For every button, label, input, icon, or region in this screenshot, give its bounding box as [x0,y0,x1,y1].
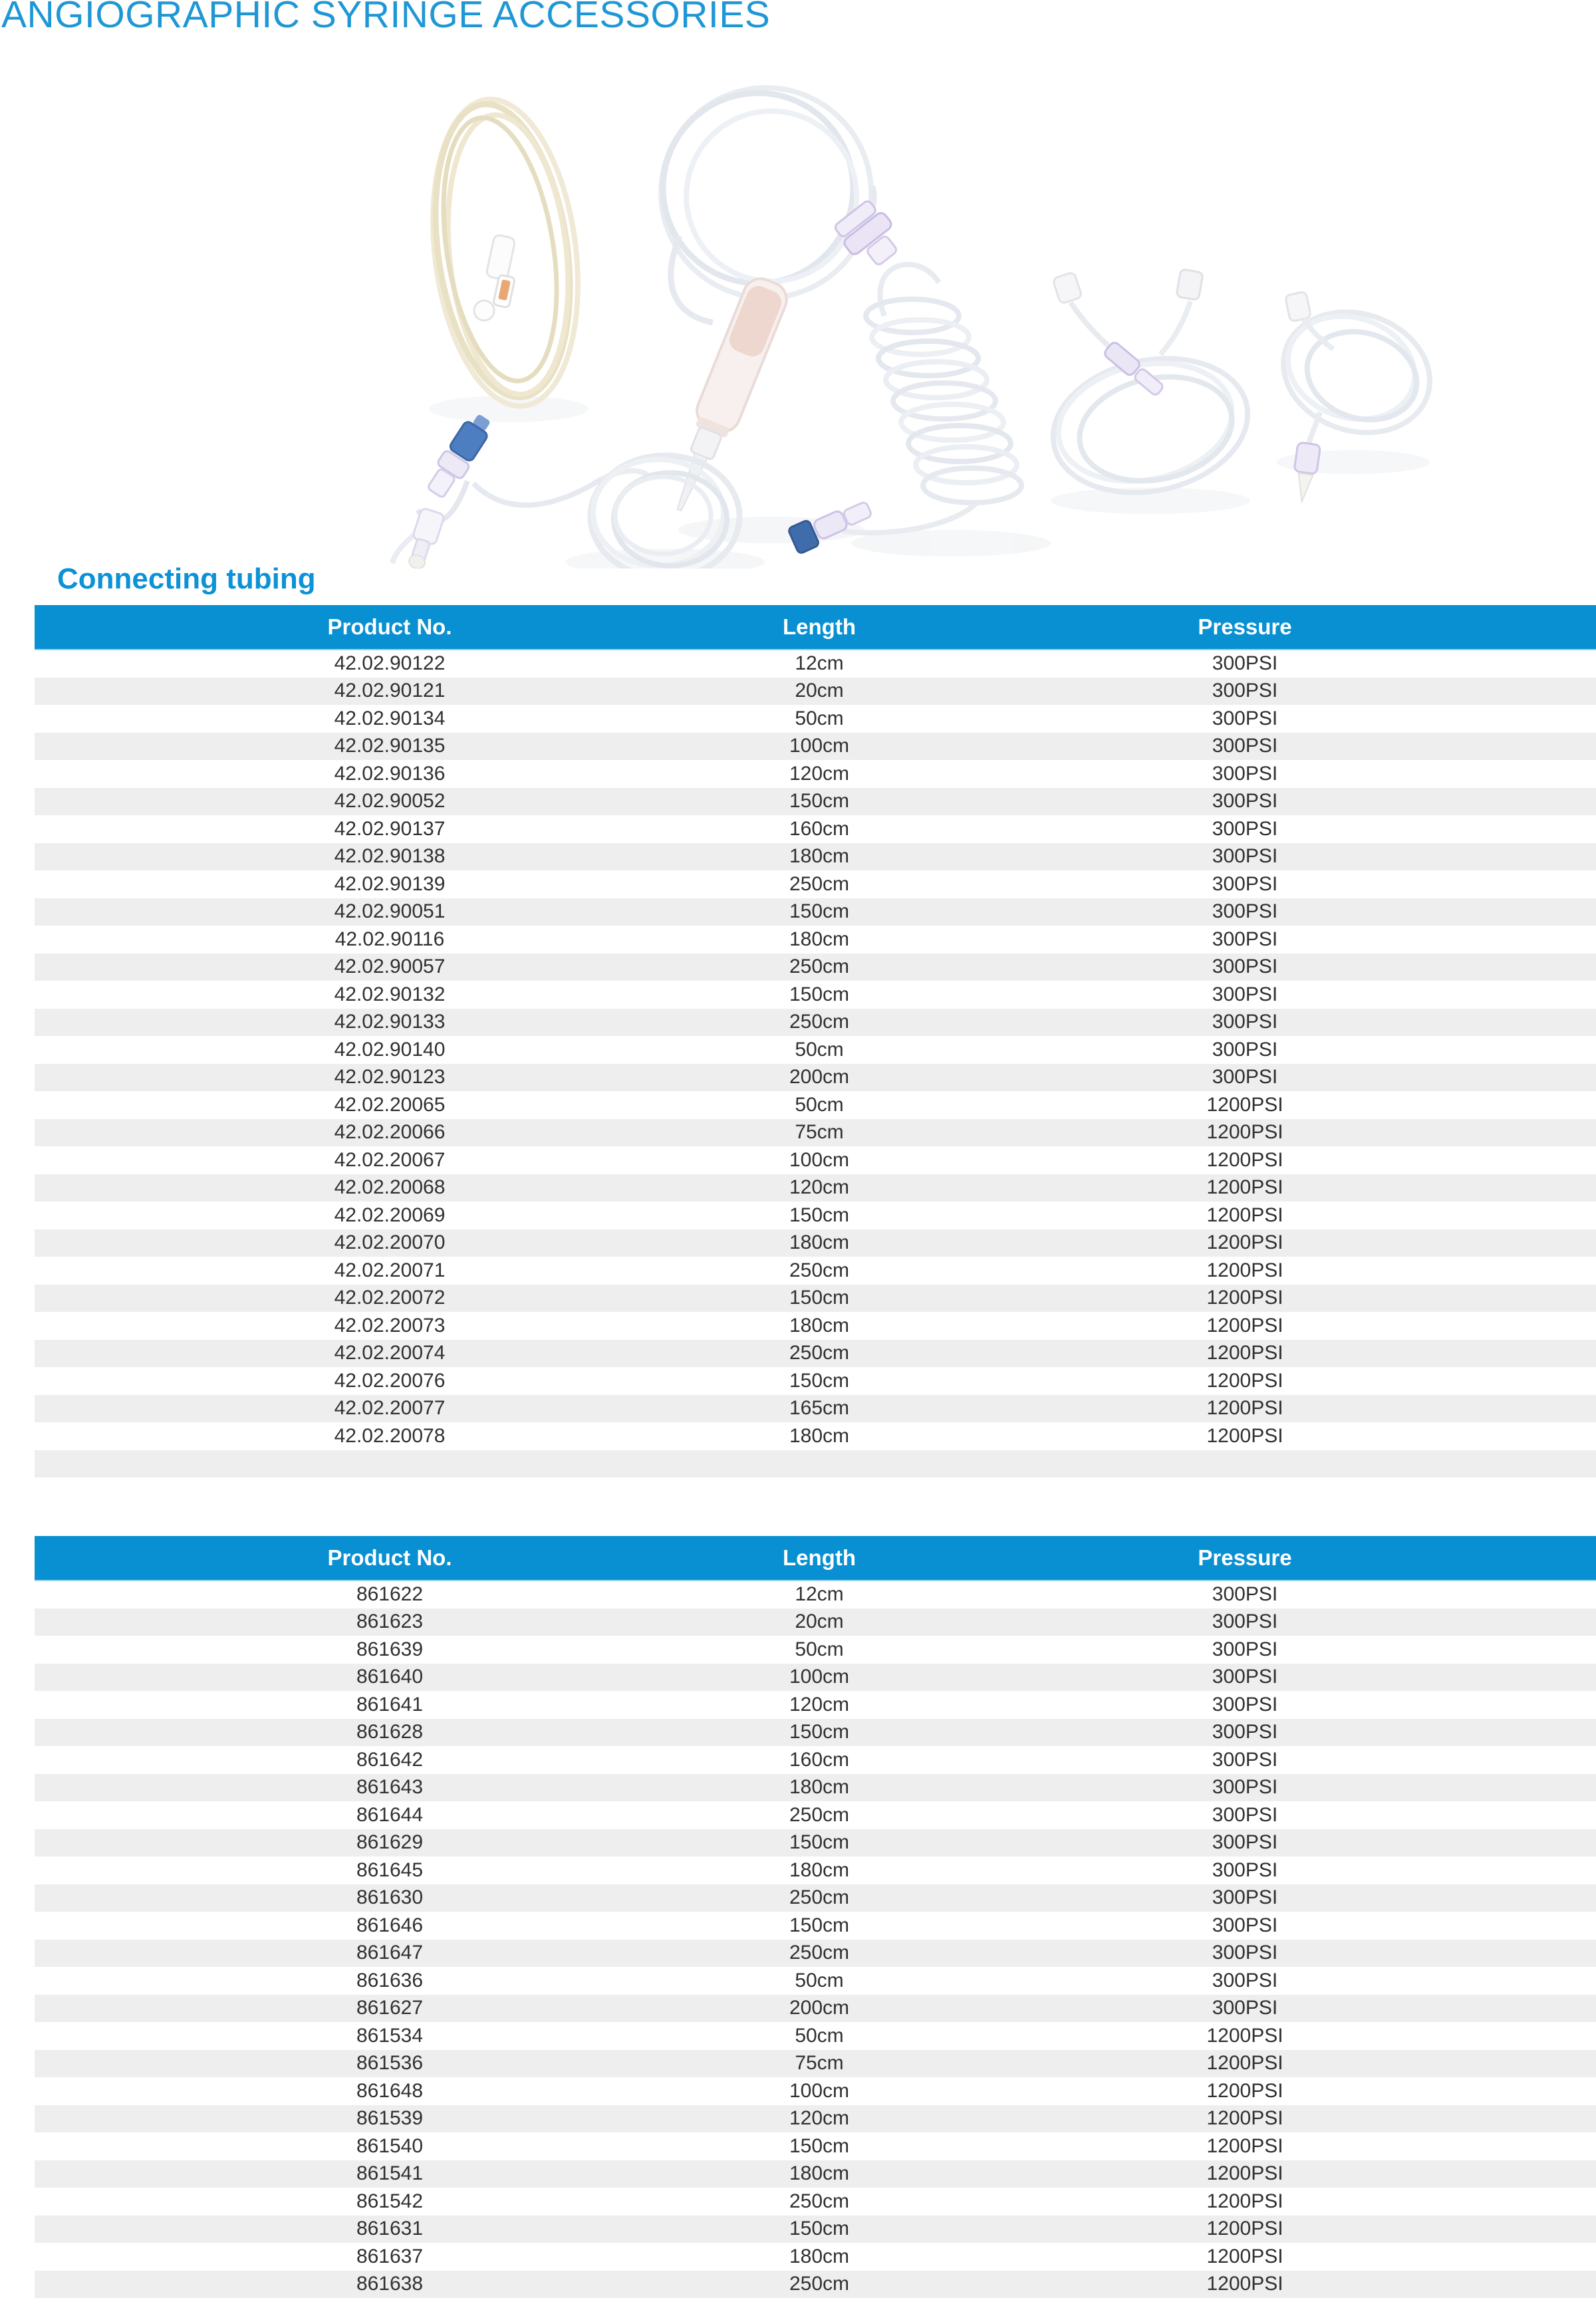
product-no-cell: 861644 [356,1803,424,1826]
product-no-cell: 42.02.90138 [334,845,446,868]
pressure-cell: 300PSI [1212,983,1278,1005]
length-cell: 120cm [789,1693,850,1716]
product-no-cell: 861636 [356,1969,424,1991]
length-cell: 180cm [789,845,850,868]
length-cell: 180cm [789,1314,850,1337]
length-cell: 50cm [795,707,844,729]
empty-cell [894,1450,1596,1478]
length-cell: 75cm [795,2052,844,2075]
length-cell: 150cm [789,1369,850,1392]
table-header-row [35,1536,1596,1581]
pressure-cell: 300PSI [1212,1610,1278,1633]
pressure-cell: 1200PSI [1206,1121,1283,1144]
table-row [35,1229,1596,1257]
pressure-cell: 1200PSI [1206,1176,1283,1199]
length-cell: 50cm [795,1038,844,1061]
product-no-cell: 42.02.20077 [334,1397,446,1420]
length-cell: 100cm [789,735,850,757]
product-no-cell: 42.02.20076 [334,1369,446,1392]
length-cell: 120cm [789,762,850,785]
pressure-cell: 300PSI [1212,1997,1278,2019]
pressure-cell: 300PSI [1212,1776,1278,1799]
table-row [35,1884,1596,1912]
length-cell: 150cm [789,2134,850,2157]
product-table-2 [35,1536,1596,2298]
product-no-cell: 42.02.20068 [334,1176,446,1199]
table-row [35,678,1596,705]
product-no-cell: 861640 [356,1666,424,1688]
table-row [35,926,1596,954]
pressure-cell: 1200PSI [1206,1148,1283,1171]
product-no-cell: 861542 [356,2190,424,2212]
product-no-cell: 42.02.90051 [334,900,446,923]
pressure-cell: 300PSI [1212,1886,1278,1909]
product-no-cell: 861630 [356,1886,424,1909]
table-row [35,1285,1596,1313]
product-no-cell: 42.02.90057 [334,956,446,978]
product-no-cell: 861541 [356,2162,424,2185]
table-row [35,1036,1596,1064]
loop-coil-set [1041,269,1260,509]
table-row [35,1340,1596,1368]
product-no-cell: 861638 [356,2273,424,2295]
length-cell: 180cm [789,1424,850,1447]
table-row [35,788,1596,816]
pressure-cell: 300PSI [1212,900,1278,923]
product-photo [0,37,1596,569]
pressure-cell: 1200PSI [1206,2024,1283,2047]
pressure-cell: 1200PSI [1206,1314,1283,1337]
table-row [35,2050,1596,2078]
pressure-cell: 300PSI [1212,1721,1278,1743]
product-no-cell: 42.02.90116 [334,928,445,950]
product-no-cell: 861646 [356,1914,424,1936]
length-cell: 150cm [789,1287,850,1309]
table-row [35,2188,1596,2216]
pressure-cell: 1200PSI [1206,2273,1283,2295]
pressure-cell: 1200PSI [1206,2079,1283,2102]
pressure-cell: 300PSI [1212,1066,1278,1088]
column-header: Pressure [894,605,1596,650]
table-row [35,2160,1596,2188]
product-no-cell: 42.02.20065 [334,1093,446,1116]
product-no-cell: 42.02.20071 [334,1259,446,1281]
product-no-cell: 861536 [356,2052,424,2075]
table-2-body [35,1581,1596,2298]
product-no-cell: 861641 [356,1693,424,1716]
pressure-cell: 300PSI [1212,1638,1278,1660]
pressure-cell: 1200PSI [1206,1093,1283,1116]
pressure-cell: 1200PSI [1206,1287,1283,1309]
product-no-cell: 42.02.90135 [334,735,446,757]
length-cell: 165cm [789,1397,850,1420]
pressure-cell: 1200PSI [1206,1259,1283,1281]
table-row [35,2105,1596,2133]
length-cell: 150cm [789,1204,850,1226]
pressure-cell: 300PSI [1212,928,1278,950]
product-no-cell: 42.02.20073 [334,1314,446,1337]
right-end-connector [1290,442,1321,503]
product-no-cell: 42.02.90122 [334,652,446,675]
coiled-spring-tube [843,265,1021,533]
length-cell: 250cm [789,2190,850,2212]
pressure-cell: 300PSI [1212,1914,1278,1936]
table-row [35,1367,1596,1395]
column-header: Product No. [35,605,745,650]
table-row [35,1312,1596,1340]
table-row [35,1174,1596,1202]
pressure-cell: 300PSI [1212,1011,1278,1033]
table-row [35,2132,1596,2160]
pressure-cell: 1200PSI [1206,2162,1283,2185]
pressure-cell: 300PSI [1212,680,1278,702]
length-cell: 50cm [795,1638,844,1660]
product-no-cell: 861623 [356,1610,424,1633]
table-row [35,2077,1596,2105]
product-no-cell: 42.02.20074 [334,1342,446,1364]
pressure-cell: 300PSI [1212,1583,1278,1606]
product-no-cell: 42.02.90136 [334,762,446,785]
pressure-cell: 300PSI [1212,872,1278,895]
length-cell: 250cm [789,1011,850,1033]
product-no-cell: 861643 [356,1776,424,1799]
table-row [35,760,1596,788]
section-heading: Connecting tubing [57,563,316,595]
pressure-cell: 1200PSI [1206,1231,1283,1254]
length-cell: 150cm [789,1831,850,1854]
table-row [35,705,1596,733]
length-cell: 100cm [789,2079,850,2102]
product-no-cell: 861639 [356,1638,424,1660]
product-shadows [429,396,1430,569]
length-cell: 200cm [789,1066,850,1088]
table-row [35,954,1596,981]
pressure-cell: 300PSI [1212,652,1278,675]
product-no-cell: 42.02.90123 [334,1066,446,1088]
product-no-cell: 42.02.20066 [334,1121,446,1144]
pressure-cell: 300PSI [1212,1969,1278,1991]
table-row [35,2271,1596,2299]
table-row [35,843,1596,871]
product-table-1 [35,605,1596,1477]
length-cell: 75cm [795,1121,844,1144]
table-row [35,1146,1596,1174]
table-row [35,1719,1596,1747]
table-row [35,981,1596,1009]
product-no-cell: 861622 [356,1583,424,1606]
product-no-cell: 42.02.20078 [334,1424,446,1447]
length-cell: 160cm [789,1748,850,1771]
length-cell: 250cm [789,956,850,978]
pressure-cell: 1200PSI [1206,1424,1283,1447]
product-no-cell: 861629 [356,1831,424,1854]
pressure-cell: 300PSI [1212,817,1278,840]
product-no-cell: 861631 [356,2218,424,2240]
pressure-cell: 1200PSI [1206,1342,1283,1364]
table-row [35,1856,1596,1884]
length-cell: 150cm [789,1721,850,1743]
pressure-cell: 1200PSI [1206,1204,1283,1226]
column-header: Length [745,605,894,650]
pressure-cell: 1200PSI [1206,1397,1283,1420]
pressure-cell: 1200PSI [1206,2107,1283,2130]
length-cell: 20cm [795,680,844,702]
table-row [35,733,1596,761]
table-row [35,1940,1596,1968]
product-no-cell: 861539 [356,2107,424,2130]
table-row [35,2216,1596,2243]
length-cell: 200cm [789,1997,850,2019]
product-no-cell: 42.02.90133 [334,1011,446,1033]
product-no-cell: 861647 [356,1942,424,1964]
product-no-cell: 861534 [356,2024,424,2047]
length-cell: 150cm [789,983,850,1005]
column-header: Product No. [35,1536,745,1581]
product-no-cell: 861540 [356,2134,424,2157]
length-cell: 250cm [789,1886,850,1909]
table-1-body [35,650,1596,1477]
table-row [35,1746,1596,1774]
pressure-cell: 1200PSI [1206,1369,1283,1392]
length-cell: 20cm [795,1610,844,1633]
table-row [35,1608,1596,1636]
length-cell: 180cm [789,2162,850,2185]
table-row [35,650,1596,678]
pressure-cell: 300PSI [1212,1942,1278,1964]
connecting-tubing-table-2 [35,1536,1596,2298]
length-cell: 180cm [789,2245,850,2267]
length-cell: 250cm [789,872,850,895]
table-row [35,1009,1596,1037]
length-cell: 120cm [789,1176,850,1199]
table-row [35,1664,1596,1692]
connecting-tubing-table-1 [35,605,1596,1477]
pressure-cell: 300PSI [1212,762,1278,785]
pressure-cell: 300PSI [1212,735,1278,757]
product-no-cell: 861648 [356,2079,424,2102]
length-cell: 250cm [789,2273,850,2295]
table-row [35,1064,1596,1092]
table-row [35,815,1596,843]
table-row [35,1912,1596,1940]
pressure-cell: 300PSI [1212,1748,1278,1771]
table-row [35,1967,1596,1995]
product-no-cell: 42.02.90139 [334,872,446,895]
length-cell: 150cm [789,1914,850,1936]
empty-cell [35,1450,745,1478]
length-cell: 180cm [789,928,850,950]
length-cell: 150cm [789,900,850,923]
product-no-cell: 861642 [356,1748,424,1771]
table-1-head [35,605,1596,650]
product-no-cell: 42.02.20067 [334,1148,446,1171]
product-no-cell: 42.02.90134 [334,707,446,729]
product-photo-illustration [0,37,1596,569]
product-no-cell: 42.02.90121 [334,680,446,702]
length-cell: 50cm [795,1093,844,1116]
product-no-cell: 861645 [356,1858,424,1881]
length-cell: 50cm [795,2024,844,2047]
pressure-cell: 300PSI [1212,845,1278,868]
length-cell: 250cm [789,1942,850,1964]
pressure-cell: 300PSI [1212,956,1278,978]
product-no-cell: 42.02.90137 [334,817,446,840]
product-no-cell: 42.02.90052 [334,790,446,813]
product-no-cell: 42.02.20072 [334,1287,446,1309]
product-no-cell: 42.02.90140 [334,1038,446,1061]
length-cell: 150cm [789,2218,850,2240]
product-no-cell: 861637 [356,2245,424,2267]
pressure-cell: 300PSI [1212,1693,1278,1716]
table-row [35,1119,1596,1147]
length-cell: 250cm [789,1342,850,1364]
product-no-cell: 42.02.90132 [334,983,446,1005]
length-cell: 180cm [789,1776,850,1799]
table-row [35,1257,1596,1285]
length-cell: 100cm [789,1666,850,1688]
pressure-cell: 300PSI [1212,1038,1278,1061]
table-row [35,2022,1596,2050]
pressure-cell: 300PSI [1212,1831,1278,1854]
pressure-cell: 300PSI [1212,790,1278,813]
table-row [35,1091,1596,1119]
length-cell: 12cm [795,652,844,675]
length-cell: 50cm [795,1969,844,1991]
pressure-cell: 1200PSI [1206,2218,1283,2240]
column-header: Pressure [894,1536,1596,1581]
table-row [35,1581,1596,1608]
pressure-cell: 300PSI [1212,1858,1278,1881]
pressure-cell: 1200PSI [1206,2245,1283,2267]
table-row [35,1774,1596,1802]
product-no-cell: 861628 [356,1721,424,1743]
table-row [35,2243,1596,2271]
pressure-cell: 1200PSI [1206,2134,1283,2157]
pressure-cell: 300PSI [1212,1666,1278,1688]
table-row [35,1829,1596,1857]
length-cell: 12cm [795,1583,844,1606]
length-cell: 250cm [789,1803,850,1826]
table-row [35,1995,1596,2023]
table-row [35,1395,1596,1423]
table-row [35,1801,1596,1829]
length-cell: 160cm [789,817,850,840]
product-no-cell: 42.02.20070 [334,1231,446,1254]
table-row [35,1691,1596,1719]
table-row [35,1422,1596,1450]
page-title: ANGIOGRAPHIC SYRINGE ACCESSORIES [1,0,771,36]
column-header: Length [745,1536,894,1581]
table-2-head [35,1536,1596,1581]
empty-filler-row [35,1450,1596,1478]
length-cell: 250cm [789,1259,850,1281]
pressure-cell: 300PSI [1212,1803,1278,1826]
table-row [35,898,1596,926]
table-header-row [35,605,1596,650]
table-row [35,1202,1596,1229]
blue-stopcock [423,410,497,501]
pressure-cell: 300PSI [1212,707,1278,729]
length-cell: 180cm [789,1858,850,1881]
empty-cell [745,1450,894,1478]
pressure-cell: 1200PSI [1206,2190,1283,2212]
length-cell: 150cm [789,790,850,813]
length-cell: 100cm [789,1148,850,1171]
table-row [35,1636,1596,1664]
product-no-cell: 861627 [356,1997,424,2019]
table-row [35,870,1596,898]
pressure-cell: 1200PSI [1206,2052,1283,2075]
cream-coil-connectors [474,234,515,320]
length-cell: 120cm [789,2107,850,2130]
length-cell: 180cm [789,1231,850,1254]
product-no-cell: 42.02.20069 [334,1204,446,1226]
